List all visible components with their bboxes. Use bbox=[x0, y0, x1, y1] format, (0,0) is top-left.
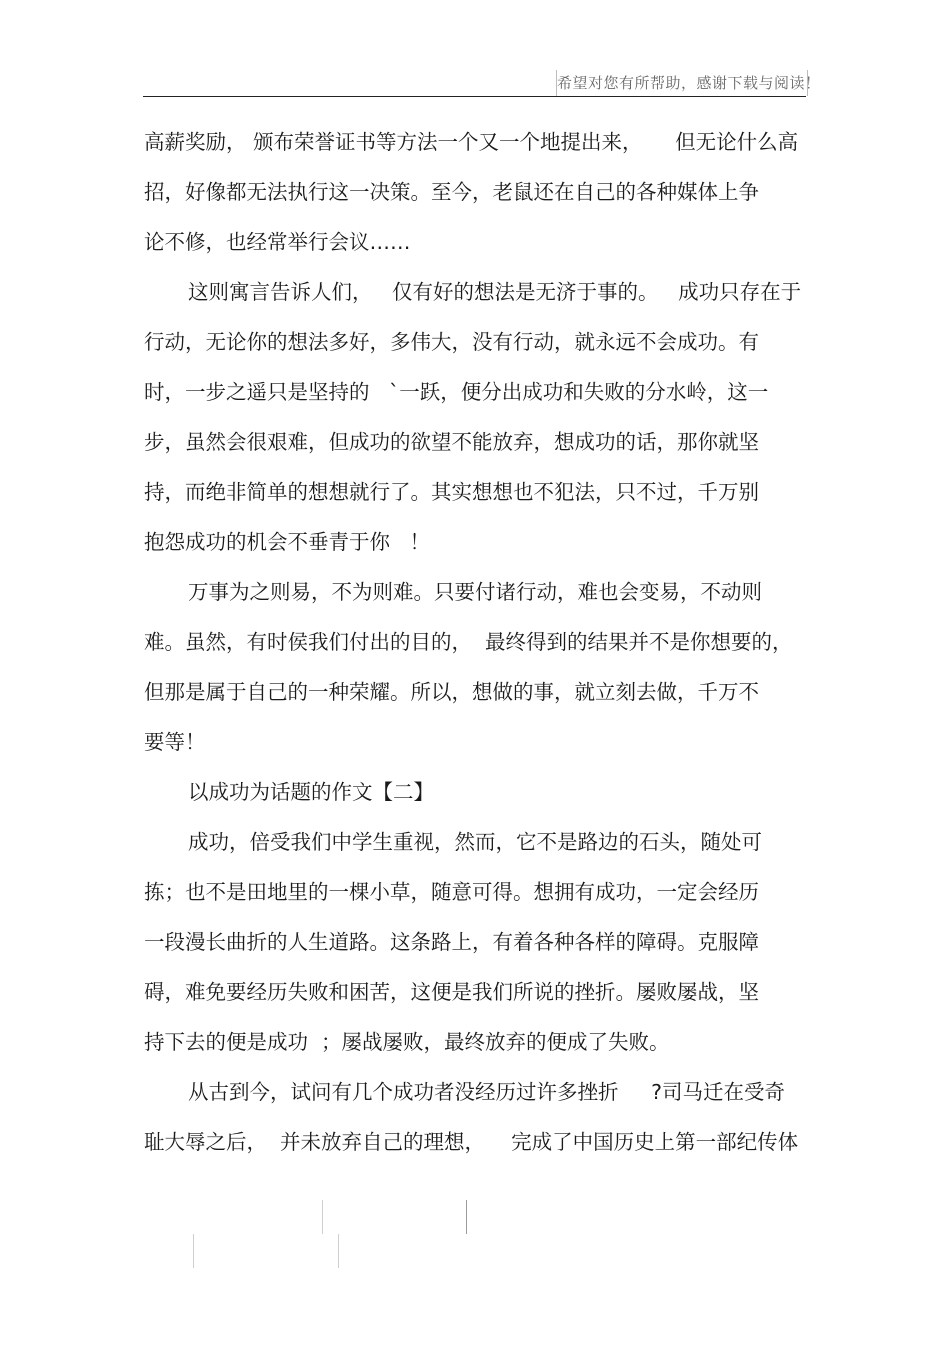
text-line: 耻大辱之后， 并未放弃自己的理想， 完成了中国历史上第一部纪传体 bbox=[144, 1130, 799, 1154]
text-line: 抱怨成功的机会不垂青于你 ！ bbox=[144, 530, 431, 554]
paragraph-start-line: 从古到今，试问有几个成功者没经历过许多挫折 ?司马迁在受奇 bbox=[188, 1080, 785, 1104]
scan-artifact-line bbox=[193, 1234, 194, 1268]
text-line: 时，一步之遥只是坚持的 `一跃，便分出成功和失败的分水岭，这一 bbox=[144, 380, 769, 404]
paragraph-start-line: 万事为之则易，不为则难。只要付诸行动，难也会变易，不动则 bbox=[188, 580, 762, 604]
text-line: 要等！ bbox=[144, 730, 206, 754]
text-line: 高薪奖励， 颁布荣誉证书等方法一个又一个地提出来， 但无论什么高 bbox=[144, 130, 799, 154]
text-line: 步，虽然会很艰难，但成功的欲望不能放弃，想成功的话，那你就坚 bbox=[144, 430, 759, 454]
header-divider bbox=[143, 96, 806, 97]
text-line: 一段漫长曲折的人生道路。这条路上，有着各种各样的障碍。克服障 bbox=[144, 930, 759, 954]
scan-artifact-line bbox=[466, 1200, 467, 1234]
paragraph-start-line: 成功，倍受我们中学生重视，然而，它不是路边的石头，随处可 bbox=[188, 830, 762, 854]
text-line: 行动，无论你的想法多好，多伟大，没有行动，就永远不会成功。有 bbox=[144, 330, 759, 354]
header-note: 希望对您有所帮助，感谢下载与阅读！ bbox=[556, 70, 808, 96]
scan-artifact-line bbox=[338, 1234, 339, 1268]
text-line: 持，而绝非简单的想想就行了。其实想想也不犯法，只不过，千万别 bbox=[144, 480, 759, 504]
text-line: 持下去的便是成功 ；屡战屡败，最终放弃的便成了失败。 bbox=[144, 1030, 670, 1054]
scan-artifact-line bbox=[322, 1200, 323, 1234]
section-heading: 以成功为话题的作文【二】 bbox=[188, 780, 434, 804]
text-line: 论不修，也经常举行会议…… bbox=[144, 230, 411, 254]
text-line: 拣；也不是田地里的一棵小草，随意可得。想拥有成功，一定会经历 bbox=[144, 880, 759, 904]
text-line: 碍，难免要经历失败和困苦，这便是我们所说的挫折。屡败屡战，坚 bbox=[144, 980, 759, 1004]
paragraph-start-line: 这则寓言告诉人们， 仅有好的想法是无济于事的。 成功只存在于 bbox=[188, 280, 802, 304]
text-line: 招，好像都无法执行这一决策。至今，老鼠还在自己的各种媒体上争 bbox=[144, 180, 759, 204]
text-line: 难。虽然，有时侯我们付出的目的， 最终得到的结果并不是你想要的， bbox=[144, 630, 793, 654]
text-line: 但那是属于自己的一种荣耀。所以，想做的事，就立刻去做，千万不 bbox=[144, 680, 759, 704]
